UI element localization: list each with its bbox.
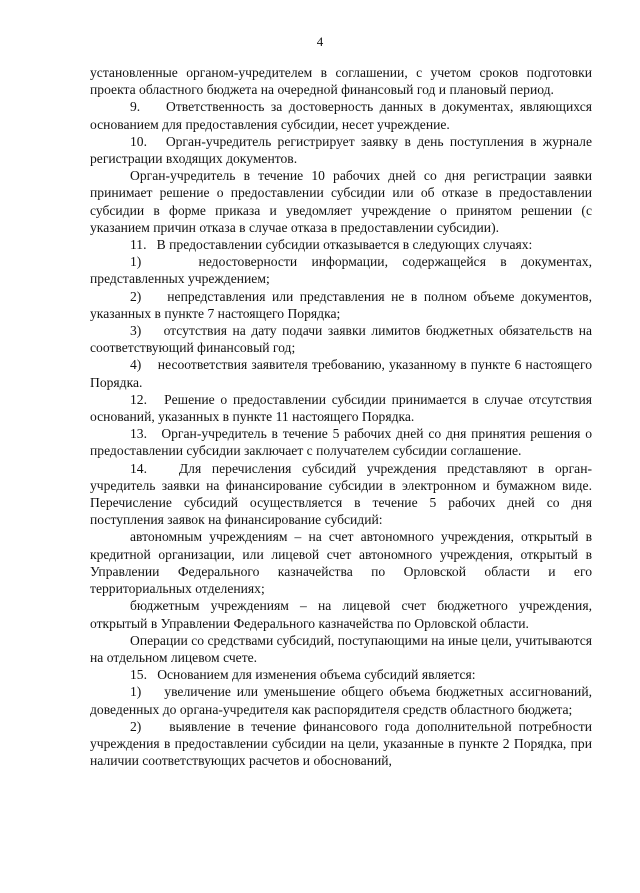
- paragraph-item-11-3: 3) отсутствия на дату подачи заявки лимитов бюджетных обязательств на соответствующий финансовый год;: [90, 323, 592, 356]
- paragraph-item-15: 15. Основанием для изменения объема субсидий является:: [130, 667, 476, 683]
- document-body: [90, 64, 592, 769]
- paragraph-item-11-2: 2) непредставления или представления не в полном объеме документов, указанных в пункте 7 настоящего Порядка;: [90, 288, 592, 321]
- paragraph-item-15-1: 1) увеличение или уменьшение общего объема бюджетных ассигнований, доведенных до органа-учредителя как распорядителя средств областного бюджета;: [90, 684, 592, 717]
- paragraph-item-13: 13. Орган-учредитель в течение 5 рабочих дней со дня принятия решения о предоставлении субсидии заключает с получателем субсидии соглашение.: [90, 426, 592, 459]
- paragraph-item-15-2: 2) выявление в течение финансового года дополнительной потребности учреждения в предоставлении субсидии на цели, указанные в пункте 2 Порядка, при наличии соответствующих расчетов и обоснований,: [90, 718, 592, 769]
- paragraph-autonomous: автономным учреждениям – на счет автономного учреждения, открытый в кредитной организации, или лицевой счет автономного учреждения, открытый в Управлении Федерального казначейства по Орловской области и его территориальных отделениях;: [90, 529, 592, 597]
- paragraph-decision: Орган-учредитель в течение 10 рабочих дней со дня регистрации заявки принимает решение о предоставлении субсидии или об отказе в предоставлении субсидии в форме приказа и уведомляет учреждение о принятом решении (с указанием причин отказа в случае отказа в предоставлении субсидии).: [90, 168, 592, 235]
- paragraph-budgetary: бюджетным учреждениям – на лицевой счет бюджетного учреждения, открытый в Управлении Федерального казначейства по Орловской области.: [90, 598, 592, 631]
- paragraph-intro: установленные органом-учредителем в соглашении, с учетом сроков подготовки проекта областного бюджета на очередной финансовый год и плановый период.: [90, 65, 592, 98]
- paragraph-item-11-4: 4) несоответствия заявителя требованию, указанному в пункте 6 настоящего Порядка.: [90, 357, 592, 390]
- paragraph-operations: Операции со средствами субсидий, поступающими на иные цели, учитываются на отдельном лицевом счете.: [90, 632, 592, 665]
- paragraph-item-12: 12. Решение о предоставлении субсидии принимается в случае отсутствия оснований, указанных в пункте 11 настоящего Порядка.: [90, 391, 592, 425]
- page-number: 4: [316, 34, 324, 49]
- paragraph-item-10: 10. Орган-учредитель регистрирует заявку в день поступления в журнале регистрации входящих документов.: [90, 133, 592, 167]
- paragraph-item-14: 14. Для перечисления субсидий учреждения представляют в орган-учредитель заявки на финансирование субсидии в электронном и бумажном виде. Перечисление субсидий осуществляется в течение 5 рабочих дней со дня поступления заявок на финансирование субсидий:: [90, 460, 592, 528]
- paragraph-item-11: 11. В предоставлении субсидии отказывается в следующих случаях:: [130, 237, 533, 253]
- paragraph-item-9: 9. Ответственность за достоверность данных в документах, являющихся основанием для предоставления субсидии, несет учреждение.: [90, 99, 592, 132]
- paragraph-item-11-1: 1) недостоверности информации, содержащейся в документах, представленных учреждением;: [90, 254, 592, 287]
